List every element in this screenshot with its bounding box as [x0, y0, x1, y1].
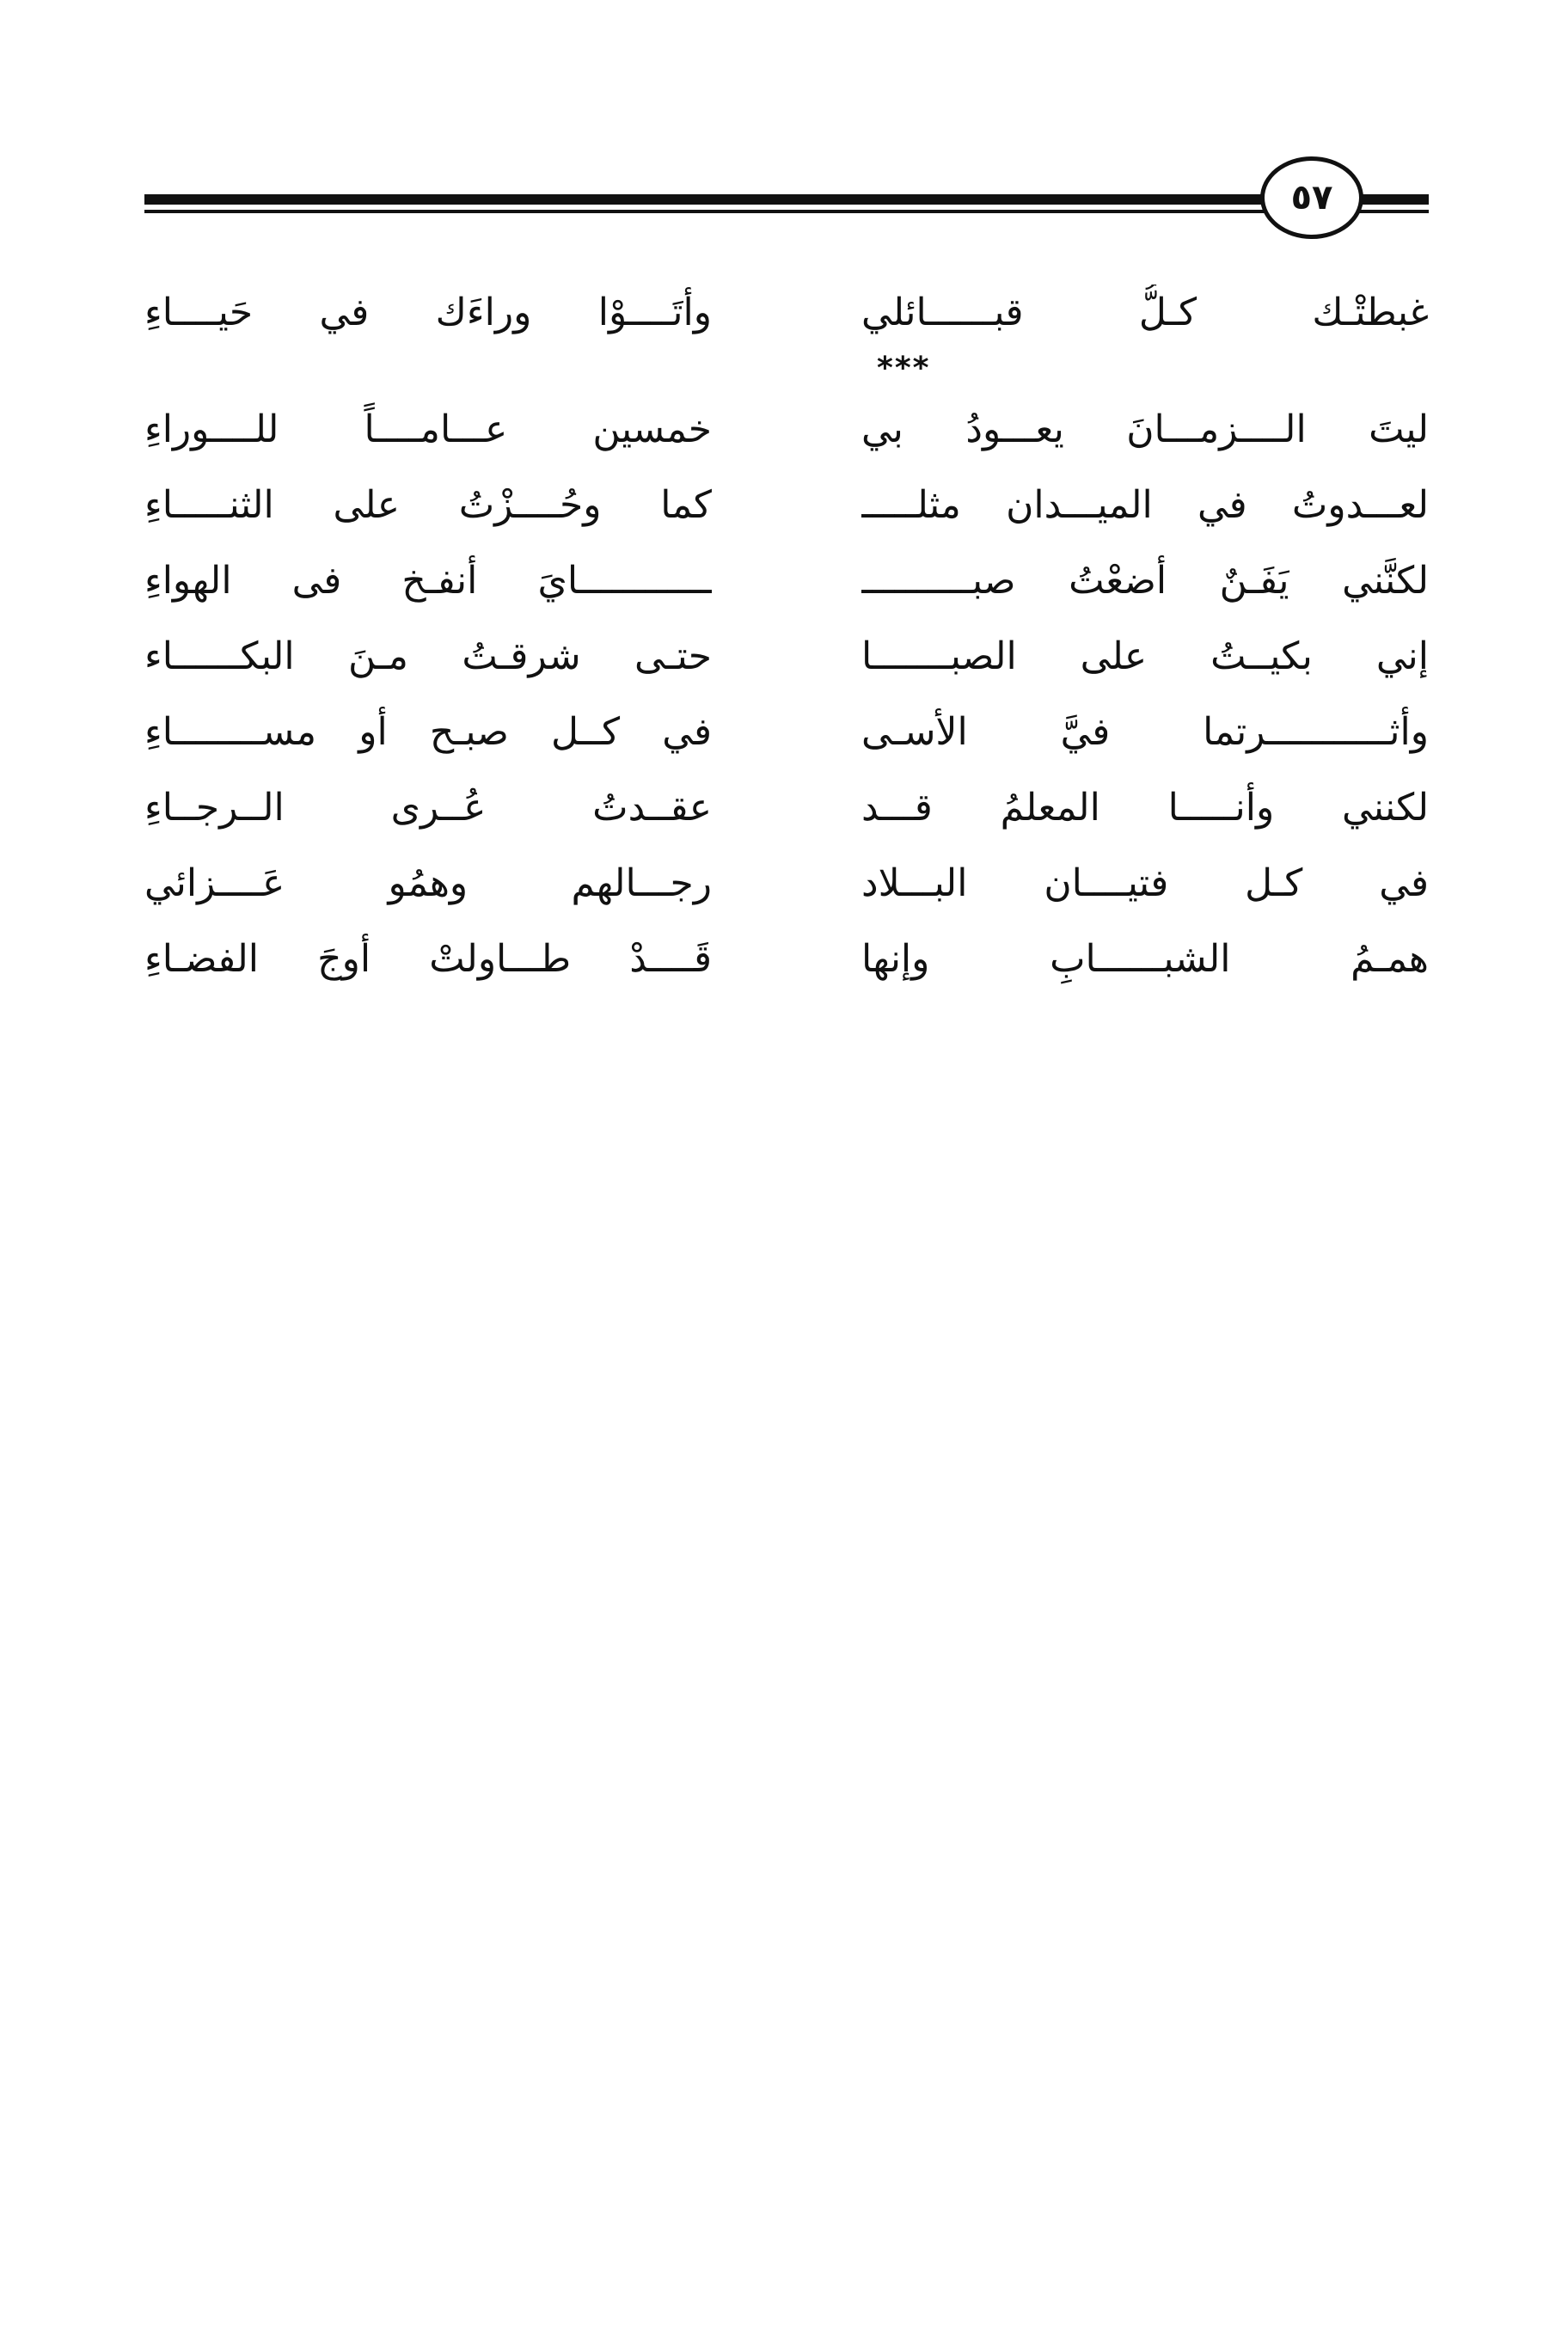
page-number-badge [1260, 156, 1363, 239]
header-rule-thin [144, 210, 1429, 213]
poem [144, 275, 1429, 997]
verse-first-hemistich: لعـــدوتُ في الميـــدان مثلـــــ [861, 483, 1429, 527]
verse-second-hemistich: ــــــــــــايَ أنفـخ فى الهواءِ [144, 559, 712, 603]
verse-row [144, 846, 1429, 922]
verse-row [144, 695, 1429, 770]
verse-first-hemistich: غبطتْـك كـلُّ قبــــــائلي [861, 291, 1429, 334]
verse-first-hemistich: لكنني وأنـــــا المعلمُ قـــد [861, 786, 1429, 830]
verse-row [144, 468, 1429, 543]
verse-first-hemistich: لكنَّني يَفَـنٌ أضعْتُ صبــــــــــ [861, 559, 1429, 603]
verse-first-hemistich: ليتَ الــــزمـــانَ يعـــودُ بي [861, 407, 1429, 451]
verse-row [144, 619, 1429, 695]
verse-second-hemistich: قَــــدْ طـــاولتْ أوجَ الفضـاءِ [144, 937, 712, 981]
verse-first-hemistich: إني بكيــتُ على الصبـــــــا [861, 634, 1429, 678]
verse-row [144, 922, 1429, 997]
verse-first-hemistich: همـمُ الشبــــــابِ وإنها [861, 937, 1429, 981]
stanza-separator [144, 351, 1429, 392]
verse-second-hemistich: خمسين عـــامــــاً للــــوراءِ [144, 407, 712, 451]
verse-row [144, 275, 1429, 351]
verse-second-hemistich: في كــل صبـح أو مســــــــاءِ [144, 710, 712, 754]
verse-first-hemistich: وأثـــــــــــرتما فيَّ الأسـى [861, 710, 1429, 754]
verse-second-hemistich: كما وحُــــزْتُ على الثنـــــاءِ [144, 483, 712, 527]
verse-row [144, 392, 1429, 468]
verse-second-hemistich: وأتَــــوْا وراءَك في حَيــــاءِ [144, 291, 712, 334]
verse-second-hemistich: عقــدتُ عُــرى الــرجــاءِ [144, 786, 712, 830]
separator-asterisks: *** [877, 351, 931, 386]
header-rule-thick [144, 194, 1429, 205]
verse-second-hemistich: حتـى شرقـتُ مـنَ البكــــــاء [144, 634, 712, 678]
page-number: ٥٧ [1290, 178, 1333, 217]
page-header [144, 155, 1429, 249]
verse-row [144, 770, 1429, 846]
verse-first-hemistich: في كـل فتيــــان البـــلاد [861, 861, 1429, 905]
verse-second-hemistich: رجـــالهم وهمُو عَــــزائي [144, 861, 712, 905]
verse-row [144, 543, 1429, 619]
